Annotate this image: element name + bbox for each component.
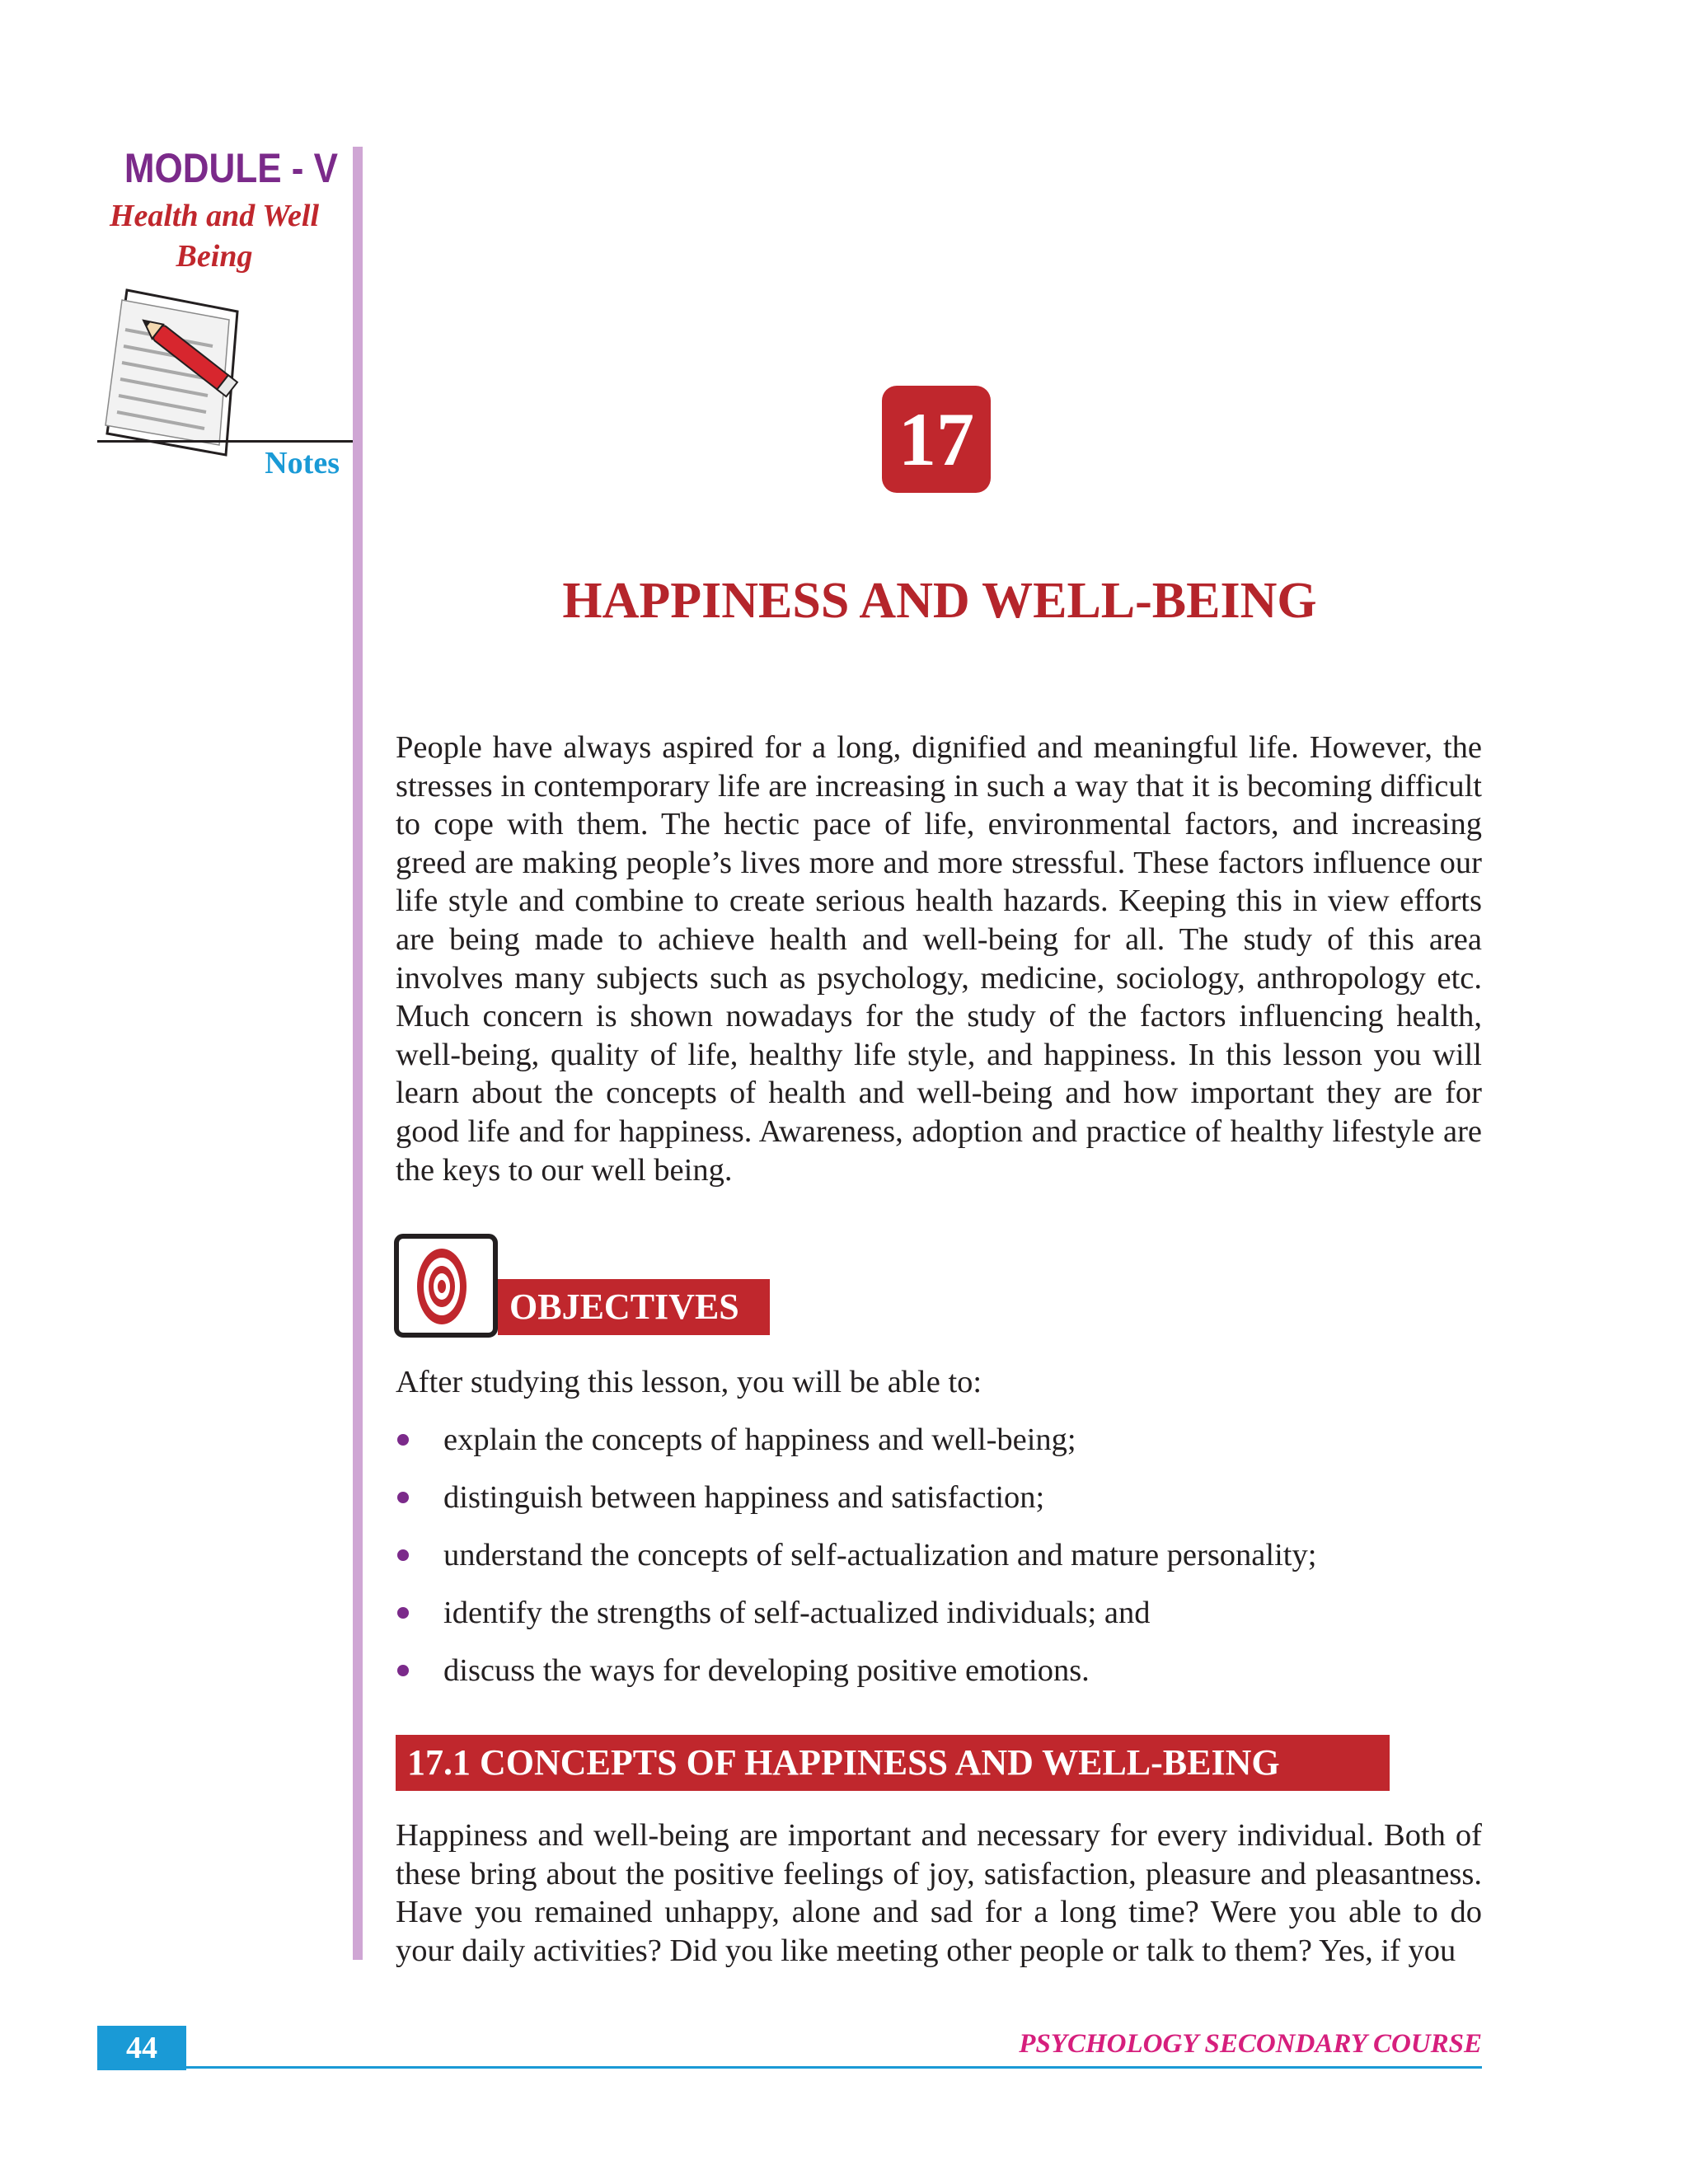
intro-paragraph: People have always aspired for a long, dignified and meaningful life. However, the stresses in contemporary life are increasing in such a way that it is becoming difficult to cope with them. The hectic pace of life, environmental factors, and increasing greed are making people’s lives more and more stressful. These factors influence our life style and combine to create serious health hazards. Keeping this in view efforts are being made to achieve health and well-being for all. The study of this area involves many subjects such as psychology, medicine, sociology, anthropology etc. Much concern is shown nowadays for the study of the factors influencing health, well-being, quality of life, healthy life style, and happiness. In this lesson you will learn about the concepts of health and well-being and how important they are for good life and for happiness. Awareness, adoption and practice of healthy lifestyle are the keys to our well being. xyxy=(396,730,1482,1188)
target-icon xyxy=(394,1234,498,1338)
bullet-icon xyxy=(397,1665,409,1676)
list-item: identify the strengths of self-actualized individuals; and xyxy=(396,1594,1484,1652)
chapter-number-badge: 17 xyxy=(882,386,991,493)
list-item: discuss the ways for developing positive emotions. xyxy=(396,1652,1484,1709)
page-number: 44 xyxy=(97,2026,186,2070)
module-subtitle-line2: Being xyxy=(176,239,253,274)
module-subtitle xyxy=(91,196,338,277)
module-label: MODULE - V xyxy=(124,145,338,191)
margin-bar xyxy=(353,147,363,1960)
module-subtitle-line1: Health and Well xyxy=(109,199,320,233)
objectives-list xyxy=(396,1421,1484,1709)
notepad-pencil-icon xyxy=(97,280,262,462)
bullet-icon xyxy=(397,1607,409,1619)
objectives-intro: After studying this lesson, you will be able to: xyxy=(396,1365,982,1399)
objectives-heading: OBJECTIVES xyxy=(498,1279,770,1335)
list-item: explain the concepts of happiness and well-being; xyxy=(396,1421,1484,1479)
notes-label: Notes xyxy=(265,446,340,480)
list-item: distinguish between happiness and satisfaction; xyxy=(396,1479,1484,1536)
bullet-icon xyxy=(397,1434,409,1446)
bullet-icon xyxy=(397,1549,409,1561)
bullet-icon xyxy=(397,1492,409,1503)
footer-course-title: PSYCHOLOGY SECONDARY COURSE xyxy=(1019,2029,1482,2059)
footer-rule xyxy=(186,2066,1482,2069)
notes-divider xyxy=(97,440,354,443)
chapter-title: HAPPINESS AND WELL-BEING xyxy=(562,573,1317,629)
list-item: understand the concepts of self-actualization and mature personality; xyxy=(396,1536,1484,1594)
section-paragraph: Happiness and well-being are important and necessary for every individual. Both of these bring about the positive feelings of joy, satisfaction, pleasure and pleasantness. Have you remained unhappy, alone and sad for a long time? Were you able to do your daily activities? Did you like meeting other people or talk to them? Yes, if you xyxy=(396,1818,1482,1968)
section-heading: 17.1 CONCEPTS OF HAPPINESS AND WELL-BEING xyxy=(396,1735,1390,1791)
